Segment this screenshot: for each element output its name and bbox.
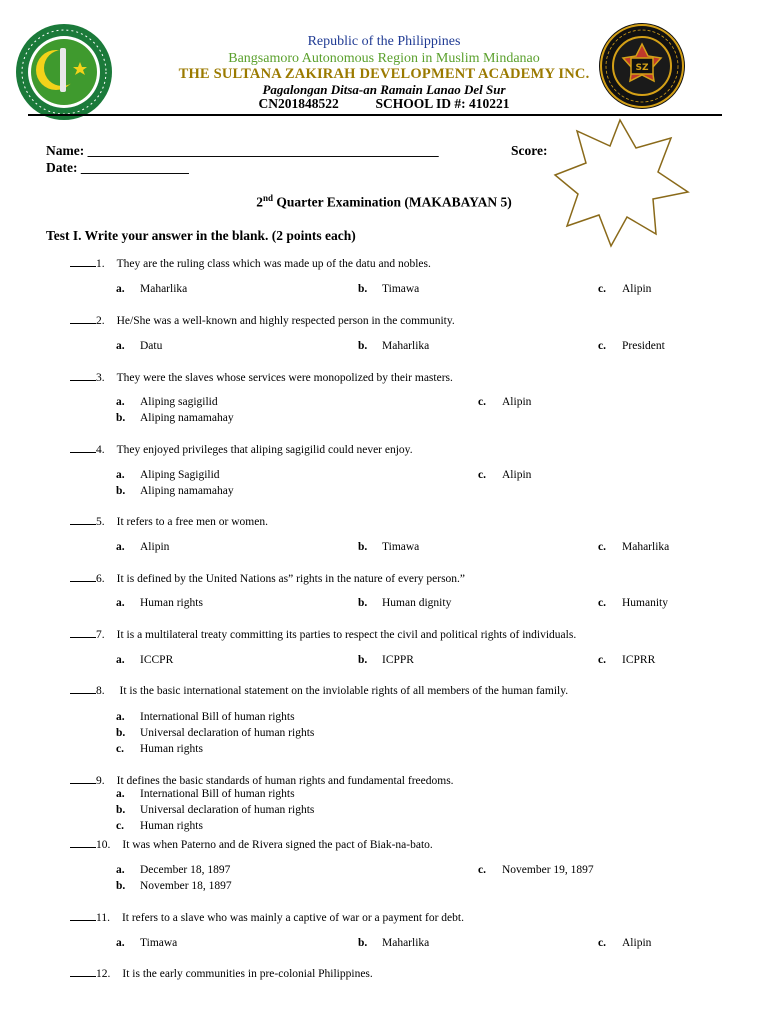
answer-option <box>358 597 451 609</box>
option-text: Human rights <box>140 820 203 832</box>
option-text: International Bill of human rights <box>140 788 295 800</box>
option-text: Timawa <box>382 283 420 295</box>
question-text: They were the slaves whose services were monopolized by their masters. <box>116 372 453 384</box>
header-republic: Republic of the Philippines <box>307 34 461 49</box>
option-text: Human rights <box>140 597 203 609</box>
option-letter: b. <box>358 541 368 553</box>
option-letter: a. <box>116 654 125 666</box>
question-7 <box>70 626 576 641</box>
answer-blank[interactable] <box>70 513 96 525</box>
question-text: It is a multilateral treaty committing its parties to respect the civil and political rights of individuals. <box>116 629 577 641</box>
option-letter: b. <box>116 412 126 424</box>
question-number: 4. <box>96 444 105 456</box>
answer-blank[interactable] <box>70 369 96 381</box>
option-text: Alipin <box>622 937 652 949</box>
question-9 <box>70 772 454 787</box>
option-text: Aliping Sagigilid <box>140 469 220 481</box>
option-letter: c. <box>478 864 486 876</box>
option-text: Datu <box>140 340 163 352</box>
question-number: 11. <box>96 912 110 924</box>
option-letter: b. <box>116 804 126 816</box>
question-number: 6. <box>96 573 105 585</box>
option-text: International Bill of human rights <box>140 711 295 723</box>
option-text: Aliping sagigilid <box>140 396 218 408</box>
option-letter: c. <box>598 541 606 553</box>
answer-blank[interactable] <box>70 965 96 977</box>
question-12 <box>70 965 373 980</box>
answer-option <box>358 654 414 666</box>
option-letter: b. <box>358 283 368 295</box>
answer-option <box>116 937 177 949</box>
option-letter: a. <box>116 864 125 876</box>
exam-title: 2nd Quarter Examination (MAKABAYAN 5) <box>256 193 512 210</box>
answer-option <box>116 396 218 408</box>
question-number: 2. <box>96 315 105 327</box>
option-letter: b. <box>358 654 368 666</box>
option-text: Maharlika <box>382 937 430 949</box>
question-number: 3. <box>96 372 105 384</box>
answer-option <box>358 541 419 553</box>
answer-option <box>116 727 314 739</box>
answer-option <box>478 864 594 876</box>
answer-blank[interactable] <box>70 255 96 267</box>
header-cn: CN201848522 <box>258 96 339 111</box>
question-text: He/She was a well-known and highly respected person in the community. <box>116 315 455 327</box>
option-letter: b. <box>116 880 126 892</box>
score-star-box[interactable] <box>552 116 692 250</box>
header-school-id: SCHOOL ID #: 410221 <box>375 96 510 111</box>
question-5 <box>70 513 268 528</box>
option-letter: a. <box>116 788 125 800</box>
question-number: 1. <box>96 258 105 270</box>
question-text: It refers to a slave who was mainly a captive of war or a payment for debt. <box>121 912 464 924</box>
answer-option <box>598 541 669 553</box>
answer-option <box>116 880 232 892</box>
option-letter: a. <box>116 396 125 408</box>
option-text: November 18, 1897 <box>140 880 232 892</box>
answer-blank[interactable] <box>70 441 96 453</box>
option-letter: c. <box>116 743 124 755</box>
answer-option <box>116 788 295 800</box>
answer-option <box>598 283 651 295</box>
answer-blank[interactable] <box>70 836 96 848</box>
date-field[interactable] <box>46 160 189 176</box>
test-instructions: Test I. Write your answer in the blank. (2 points each) <box>46 228 356 243</box>
answer-option <box>116 412 234 424</box>
header-school-name: THE SULTANA ZAKIRAH DEVELOPMENT ACADEMY INC. <box>178 66 590 82</box>
score-label: Score: <box>511 143 548 158</box>
answer-option <box>116 864 230 876</box>
question-text: They are the ruling class which was made up of the datu and nobles. <box>116 258 431 270</box>
option-text: Maharlika <box>382 340 430 352</box>
option-text: Aliping namamahay <box>140 485 234 497</box>
option-text: Maharlika <box>140 283 188 295</box>
option-letter: b. <box>116 727 126 739</box>
option-text: November 19, 1897 <box>502 864 594 876</box>
option-letter: b. <box>358 597 368 609</box>
answer-option <box>358 283 419 295</box>
question-number: 8. <box>96 685 105 697</box>
option-text: Timawa <box>382 541 420 553</box>
option-letter: c. <box>598 937 606 949</box>
option-text: December 18, 1897 <box>140 864 231 876</box>
answer-option <box>116 283 187 295</box>
answer-option <box>598 597 668 609</box>
question-text: It is the early communities in pre-colonial Philippines. <box>122 968 373 980</box>
option-text: President <box>622 340 665 352</box>
question-text: It was when Paterno and de Rivera signed the pact of Biak-na-bato. <box>122 839 433 851</box>
option-letter: c. <box>478 396 486 408</box>
option-letter: a. <box>116 711 125 723</box>
header-region: Bangsamoro Autonomous Region in Muslim Mindanao <box>228 51 540 66</box>
option-letter: a. <box>116 541 125 553</box>
question-text: It is defined by the United Nations as” rights in the nature of every person.” <box>116 573 466 585</box>
option-letter: c. <box>598 340 606 352</box>
answer-option <box>358 937 429 949</box>
answer-option <box>116 541 169 553</box>
option-text: ICPPR <box>382 654 414 666</box>
answer-option <box>116 804 314 816</box>
name-label: Name: <box>46 143 85 158</box>
answer-option <box>598 340 665 352</box>
question-10 <box>70 836 433 851</box>
option-text: Universal declaration of human rights <box>140 804 315 816</box>
option-text: ICCPR <box>140 654 174 666</box>
answer-blank[interactable] <box>70 772 96 784</box>
question-text: They enjoyed privileges that aliping sagigilid could never enjoy. <box>116 444 413 456</box>
answer-blank[interactable] <box>70 626 96 638</box>
answer-option <box>598 654 655 666</box>
option-letter: a. <box>116 340 125 352</box>
option-letter: c. <box>598 597 606 609</box>
option-text: Universal declaration of human rights <box>140 727 315 739</box>
option-text: Timawa <box>140 937 178 949</box>
answer-blank[interactable] <box>70 909 96 921</box>
answer-option <box>598 937 651 949</box>
question-8 <box>70 682 568 697</box>
answer-option <box>116 340 162 352</box>
question-2 <box>70 312 455 327</box>
option-letter: c. <box>116 820 124 832</box>
option-letter: a. <box>116 597 125 609</box>
question-6 <box>70 570 465 585</box>
answer-blank[interactable] <box>70 682 96 694</box>
name-blank[interactable]: ____________________________________________________ <box>87 143 439 158</box>
header-ids <box>0 96 768 112</box>
question-number: 7. <box>96 629 105 641</box>
option-text: Human rights <box>140 743 203 755</box>
option-letter: b. <box>116 485 126 497</box>
question-text: It is the basic international statement on the inviolable rights of all members of the human family. <box>116 685 569 697</box>
answer-blank[interactable] <box>70 312 96 324</box>
option-text: Maharlika <box>622 541 670 553</box>
seal-monogram: SZ <box>635 63 649 73</box>
answer-option <box>116 711 295 723</box>
answer-option <box>116 654 173 666</box>
option-letter: a. <box>116 283 125 295</box>
answer-option <box>116 485 234 497</box>
option-text: Aliping namamahay <box>140 412 234 424</box>
question-number: 10. <box>96 839 111 851</box>
question-11 <box>70 909 464 924</box>
question-text: It refers to a free men or women. <box>116 516 268 528</box>
question-text: It defines the basic standards of human rights and fundamental freedoms. <box>116 775 454 787</box>
answer-option <box>478 396 531 408</box>
question-3 <box>70 369 453 384</box>
answer-option <box>116 820 203 832</box>
option-text: Alipin <box>140 541 170 553</box>
header-address: Pagalongan Ditsa-an Ramain Lanao Del Sur <box>262 82 506 97</box>
option-letter: c. <box>598 283 606 295</box>
option-letter: a. <box>116 937 125 949</box>
name-field[interactable] <box>46 143 439 159</box>
option-letter: c. <box>478 469 486 481</box>
question-number: 5. <box>96 516 105 528</box>
option-letter: c. <box>598 654 606 666</box>
date-blank[interactable]: ________________ <box>80 160 189 175</box>
date-label: Date: <box>46 160 78 175</box>
option-text: Humanity <box>622 597 668 609</box>
option-text: Alipin <box>502 469 532 481</box>
answer-option <box>116 597 203 609</box>
question-1 <box>70 255 431 270</box>
answer-blank[interactable] <box>70 570 96 582</box>
option-text: Alipin <box>502 396 532 408</box>
option-letter: a. <box>116 469 125 481</box>
option-letter: b. <box>358 937 368 949</box>
question-number: 9. <box>96 775 105 787</box>
answer-option <box>358 340 429 352</box>
option-letter: b. <box>358 340 368 352</box>
question-number: 12. <box>96 968 111 980</box>
answer-option <box>478 469 531 481</box>
question-4 <box>70 441 413 456</box>
answer-option <box>116 743 203 755</box>
option-text: Alipin <box>622 283 652 295</box>
option-text: Human dignity <box>382 597 452 609</box>
option-text: ICPRR <box>622 654 656 666</box>
answer-option <box>116 469 220 481</box>
